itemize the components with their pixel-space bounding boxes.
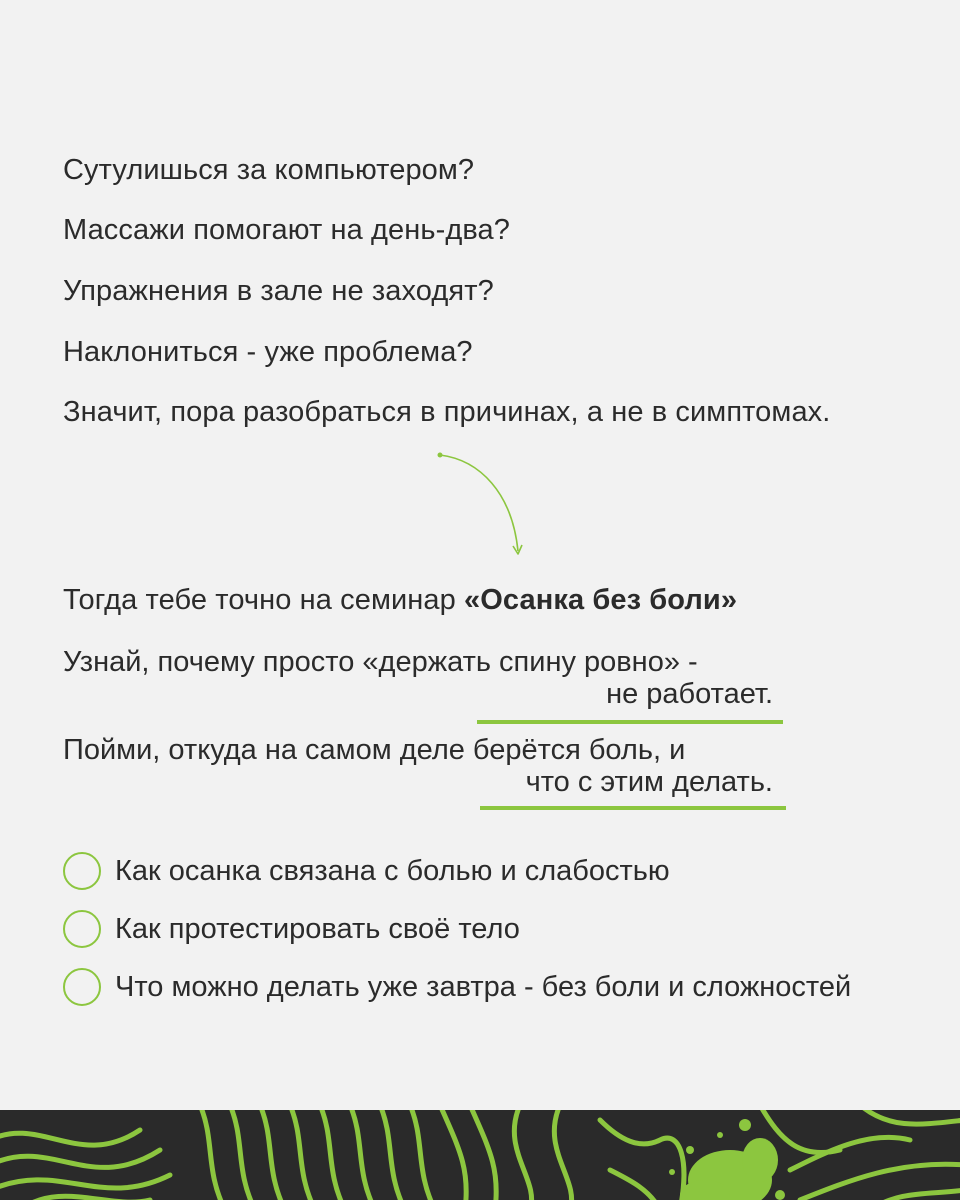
intro-question-3: Упражнения в зале не заходят? — [63, 275, 494, 307]
checklist-item-label: Как осанка связана с болью и слабостью — [115, 855, 670, 887]
seminar-invitation — [63, 583, 737, 617]
benefit-block-2 — [63, 734, 773, 798]
contour-lines-pattern — [0, 1110, 960, 1200]
paint-splash — [669, 1119, 785, 1200]
circle-checkbox-icon — [63, 852, 101, 890]
seminar-title: «Осанка без боли» — [464, 584, 738, 616]
benefit-2-line-1: Пойми, откуда на самом деле берётся боль, и — [63, 734, 686, 766]
benefit-block-1 — [63, 646, 773, 710]
circle-checkbox-icon — [63, 968, 101, 1006]
benefit-1-line-1: Узнай, почему просто «держать спину ровно» - — [63, 646, 698, 678]
intro-question-2: Массажи помогают на день-два? — [63, 214, 511, 246]
intro-question-4: Наклониться - уже проблема? — [63, 336, 473, 368]
intro-question-1: Сутулишься за компьютером? — [63, 154, 475, 186]
intro-conclusion: Значит, пора разобраться в причинах, а не в симптомах. — [63, 396, 831, 428]
checklist-item-label: Как протестировать своё тело — [115, 913, 520, 945]
checklist-item-label: Что можно делать уже завтра - без боли и сложностей — [115, 971, 852, 1003]
accent-underline-1 — [477, 720, 783, 724]
benefit-2-line-2: что с этим делать. — [525, 766, 773, 798]
decorative-footer-band — [0, 1110, 960, 1200]
circle-checkbox-icon — [63, 910, 101, 948]
benefit-1-line-2: не работает. — [606, 678, 773, 710]
accent-underline-2 — [480, 806, 786, 810]
seminar-prefix: Тогда тебе точно на семинар — [63, 584, 465, 616]
curved-arrow-down-icon — [430, 448, 540, 563]
